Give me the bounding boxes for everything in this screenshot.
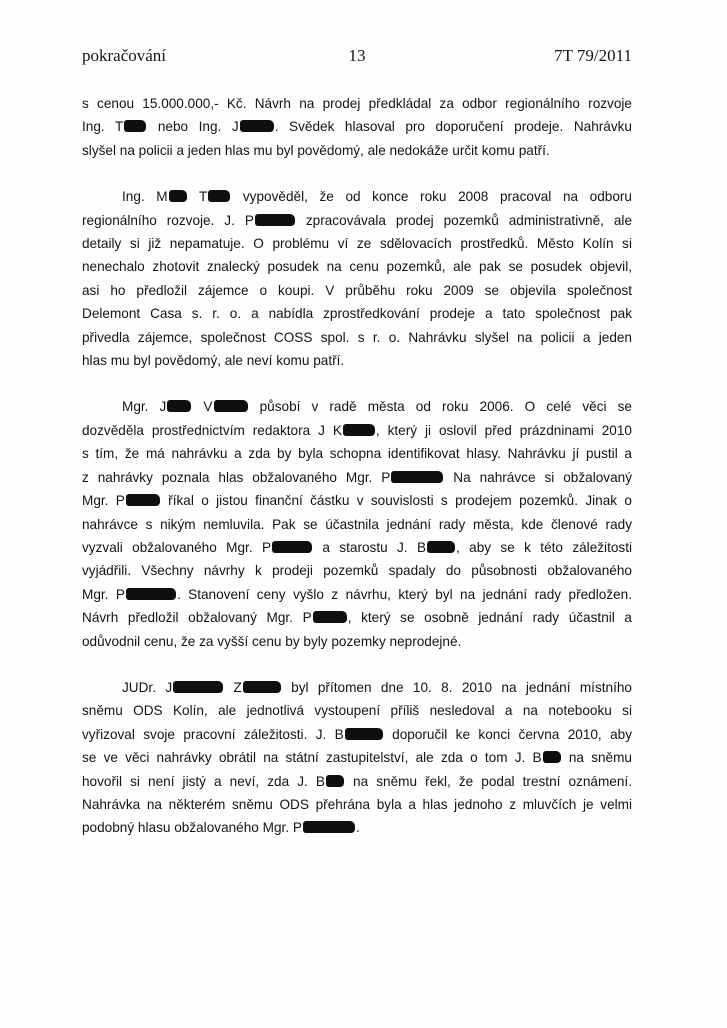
text-line: Delemont Casa s. r. o. a nabídla zprostředkování prodeje a tato společnost pak <box>82 306 632 322</box>
paragraph-gap <box>82 162 632 185</box>
redaction-mark <box>345 728 383 740</box>
text-line: hlas mu byl povědomý, ale neví komu patří. <box>82 353 345 369</box>
redaction-mark <box>240 120 274 132</box>
text-line: Mgr. P říkal o jistou finanční částku v souvislosti s prodejem pozemků. Jinak o <box>82 493 632 509</box>
text-line: vyřizoval svoje pracovní záležitosti. J. B doporučil ke konci června 2010, aby <box>82 726 633 742</box>
paragraph-gap <box>82 653 632 676</box>
paragraph <box>82 185 632 372</box>
redaction-mark <box>303 821 355 833</box>
redaction-mark <box>208 190 230 202</box>
text-line: Mgr. J V působí v radě města od roku 2006. O celé věci se <box>122 399 632 415</box>
text-line: vyzvali obžalovaného Mgr. P a starostu J. B , aby se k této záležitosti <box>82 539 633 555</box>
text-line: Návrh předložil obžalovaný Mgr. P , který se osobně jednání rady účastnil a <box>82 610 632 626</box>
text-line: sněmu ODS Kolín, ale jednotlivá vystoupení příliš nesledoval a na notebooku si <box>82 703 632 719</box>
continuation-label: pokračování <box>82 46 167 65</box>
redaction-mark <box>343 424 375 436</box>
redaction-mark <box>173 681 223 693</box>
text-line: přivedla zájemce, společnost COSS spol. s r. o. Nahrávku slyšel na policii a jeden <box>82 329 632 345</box>
redaction-mark <box>272 541 312 553</box>
case-number: 7T 79/2011 <box>554 46 632 65</box>
redaction-mark <box>126 588 176 600</box>
redaction-mark <box>326 775 344 787</box>
page-number: 13 <box>348 46 366 65</box>
text-line: z nahrávky poznala hlas obžalovaného Mgr. P Na nahrávce si obžalovaný <box>82 469 632 485</box>
redaction-mark <box>243 681 281 693</box>
text-line: se ve věci nahrávky obrátil na státní zastupitelství, ale zda o tom J. B na sněmu <box>82 750 632 766</box>
page-header <box>82 46 632 70</box>
text-line: nahrávce s nikým nemluvila. Pak se účastnila jednání rady města, kde členové rady <box>82 516 632 532</box>
redaction-mark <box>391 471 443 483</box>
redaction-mark <box>313 611 347 623</box>
text-line: Nahrávka na některém sněmu ODS přehrána byla a hlas jednoho z mluvčích je velmi <box>82 796 632 812</box>
text-line: vyjádřili. Všechny návrhy k prodeji pozemků spadaly do působnosti obžalovaného <box>82 563 632 579</box>
text-line: dozvěděla prostřednictvím redaktora J K , který ji oslovil před prázdninami 2010 <box>82 422 632 438</box>
text-line: detaily si již nepamatuje. O problému ví ze sdělovacích prostředků. Město Kolín si <box>82 236 632 252</box>
text-line: hovořil si není jistý a neví, zda J. B na sněmu řekl, že podal trestní oznámení. <box>82 773 632 789</box>
redaction-mark <box>543 751 561 763</box>
text-line: slyšel na policii a jeden hlas mu byl povědomý, ale nedokáže určit komu patří. <box>82 142 550 158</box>
text-line: JUDr. J Z byl přítomen dne 10. 8. 2010 na jednání místního <box>122 679 632 695</box>
text-line: regionálního rozvoje. J. P zpracovávala prodej pozemků administrativně, ale <box>82 212 632 228</box>
text-line: s tím, že má nahrávku a zda by byla schopna identifikovat hlasy. Nahrávku jí pustil a <box>82 446 632 462</box>
text-line: Mgr. P . Stanovení ceny vyšlo z návrhu, který byl na jednání rady předložen. <box>82 586 632 602</box>
text-line: asi ho předložil zájemce o koupi. V průběhu roku 2009 se objevila společnost <box>82 282 632 298</box>
text-line: Ing. M T vypověděl, že od konce roku 2008 pracoval na odboru <box>122 189 632 205</box>
redaction-mark <box>427 541 455 553</box>
redaction-mark <box>255 214 295 226</box>
document-body <box>82 92 632 840</box>
paragraph <box>82 395 632 652</box>
text-line: podobný hlasu obžalovaného Mgr. P . <box>82 820 360 836</box>
text-line: nenechalo zhotovit znalecký posudek na cenu pozemků, ale pak se posudek objevil, <box>82 259 632 275</box>
redaction-mark <box>169 190 187 202</box>
redaction-mark <box>214 400 248 412</box>
text-line: Ing. T nebo Ing. J . Svědek hlasoval pro doporučení prodeje. Nahrávku <box>82 119 632 135</box>
redaction-mark <box>167 400 191 412</box>
text-line: odůvodnil cenu, že za vyšší cenu by byly pozemky neprodejné. <box>82 633 462 649</box>
text-line: s cenou 15.000.000,- Kč. Návrh na prodej předkládal za odbor regionálního rozvoje <box>82 96 632 111</box>
redaction-mark <box>126 494 160 506</box>
paragraph <box>82 92 632 162</box>
paragraph <box>82 676 632 840</box>
redaction-mark <box>124 120 146 132</box>
paragraph-gap <box>82 372 632 395</box>
